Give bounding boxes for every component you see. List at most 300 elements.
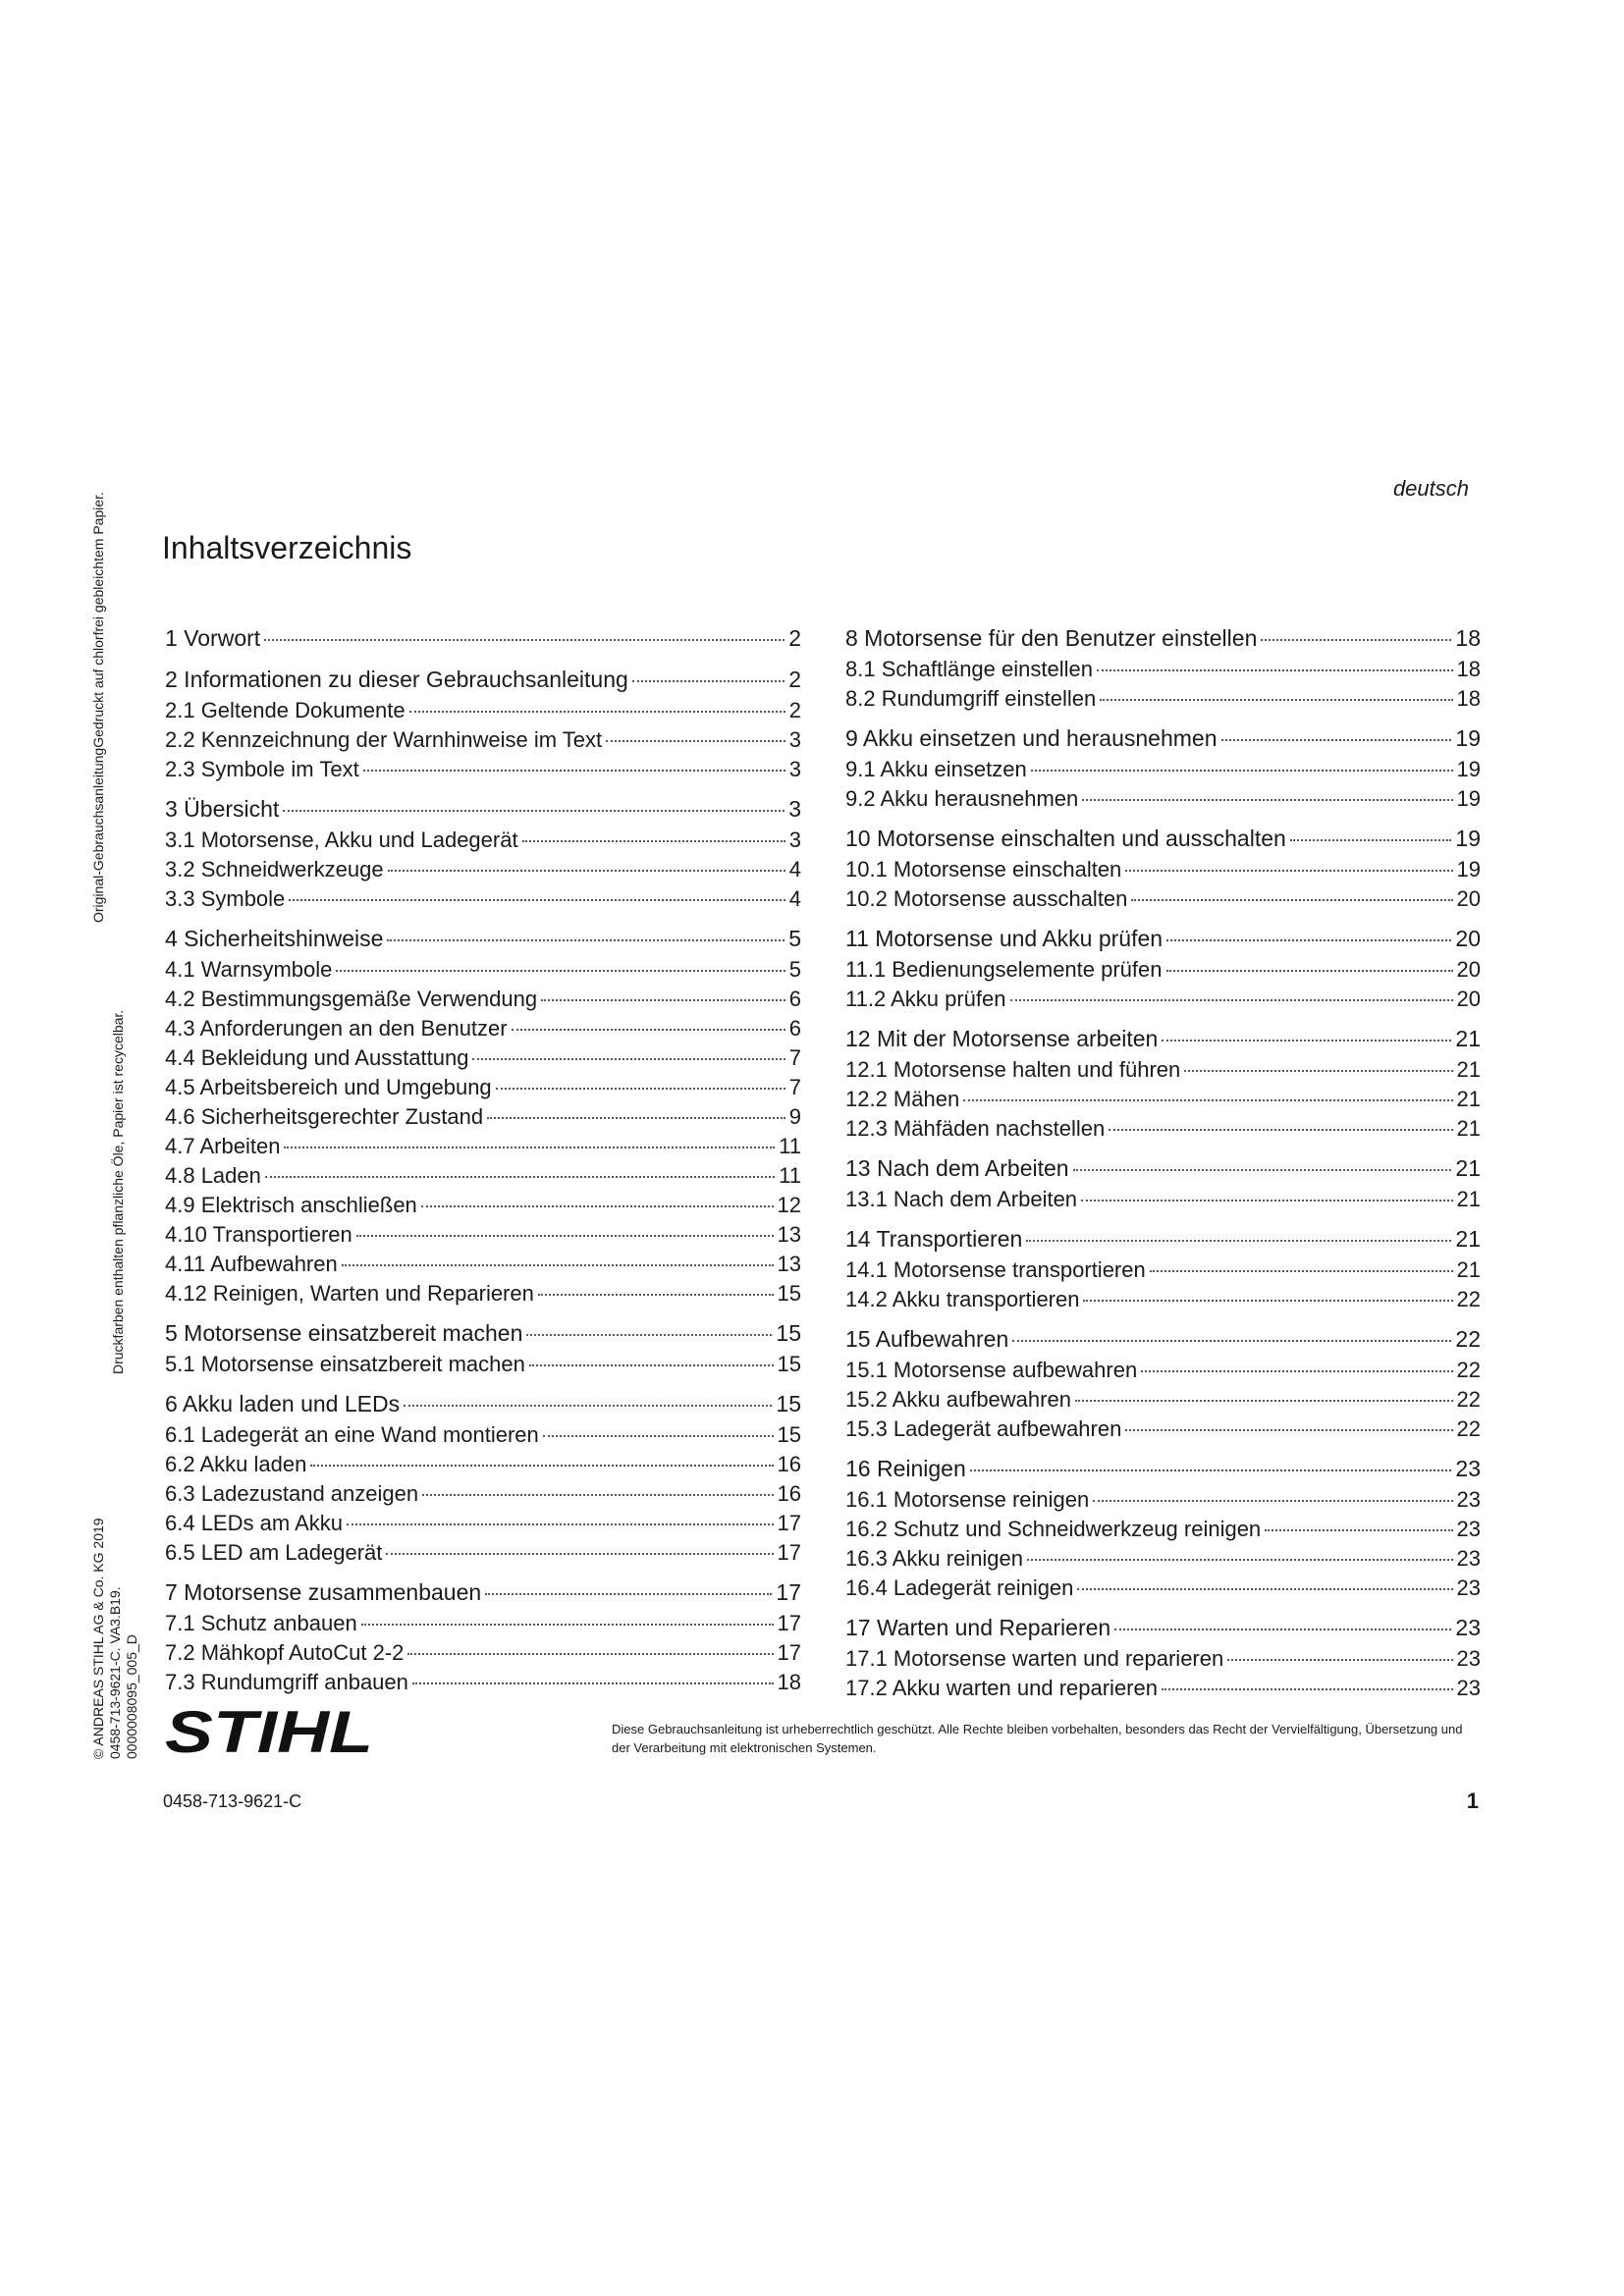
toc-chapter-entry[interactable] xyxy=(165,1391,801,1422)
toc-dot-leader xyxy=(1081,1200,1452,1201)
toc-dot-leader xyxy=(409,711,785,713)
toc-entry-page: 17 xyxy=(777,1640,801,1665)
toc-section-entry[interactable] xyxy=(165,1193,801,1222)
toc-dot-leader xyxy=(1012,1340,1451,1342)
toc-entry-page: 13 xyxy=(777,1222,801,1247)
toc-entry-page: 21 xyxy=(1456,1257,1481,1282)
toc-entry-page: 23 xyxy=(1456,1546,1481,1571)
toc-entry-title: 11.2 Akku prüfen xyxy=(845,987,1006,1011)
toc-group xyxy=(845,1326,1481,1446)
toc-section-entry[interactable] xyxy=(845,886,1481,916)
toc-entry-page: 18 xyxy=(777,1670,801,1694)
toc-dot-leader xyxy=(1109,1129,1452,1131)
toc-entry-title: 4.12 Reinigen, Warten und Reparieren xyxy=(165,1281,534,1306)
toc-dot-leader xyxy=(284,1147,775,1148)
toc-group xyxy=(165,796,801,916)
toc-entry-page: 3 xyxy=(788,727,801,752)
toc-entry-page: 21 xyxy=(1456,1187,1481,1211)
toc-dot-leader xyxy=(1162,1040,1451,1041)
toc-entry-title: 6 Akku laden und LEDs xyxy=(165,1391,401,1416)
toc-entry-page: 18 xyxy=(1456,686,1481,711)
toc-section-entry[interactable] xyxy=(845,1187,1481,1216)
toc-dot-leader xyxy=(310,1465,773,1467)
toc-section-entry[interactable] xyxy=(165,1163,801,1193)
toc-entry-title: 10 Motorsense einschalten und ausschalten xyxy=(845,826,1286,851)
toc-section-entry[interactable] xyxy=(845,1287,1481,1316)
toc-entry-page: 15 xyxy=(777,1352,801,1376)
toc-dot-leader xyxy=(472,1058,785,1060)
toc-chapter-entry[interactable] xyxy=(845,625,1481,657)
copyright-line: 0000008095_005_D xyxy=(124,1634,139,1759)
stihl-logo xyxy=(163,1703,379,1760)
toc-entry-page: 20 xyxy=(1456,957,1481,982)
toc-entry-title: 9.1 Akku einsetzen xyxy=(845,757,1027,781)
toc-entry-page: 5 xyxy=(788,926,801,951)
toc-section-entry[interactable] xyxy=(845,757,1481,786)
toc-entry-title: 17.2 Akku warten und reparieren xyxy=(845,1676,1158,1700)
toc-dot-leader xyxy=(541,999,785,1001)
toc-dot-leader xyxy=(1114,1629,1451,1630)
toc-entry-title: 12.1 Motorsense halten und führen xyxy=(845,1057,1181,1082)
toc-entry-title: 6.1 Ladegerät an eine Wand montieren xyxy=(165,1422,539,1447)
toc-entry-title: 2.3 Symbole im Text xyxy=(165,757,359,781)
toc-entry-title: 12 Mit der Motorsense arbeiten xyxy=(845,1026,1159,1051)
toc-entry-title: 13.1 Nach dem Arbeiten xyxy=(845,1187,1078,1211)
copyright-notice: Diese Gebrauchsanleitung ist urheberrechtlich geschützt. Alle Rechte bleiben vorbehalten, besonders das Recht der Vervielfältigung, Übersetzung und der Verarbeitung mit elektronischen Systemen. xyxy=(612,1722,1463,1755)
toc-section-entry[interactable] xyxy=(165,1452,801,1481)
toc-dot-leader xyxy=(407,1653,773,1655)
toc-dot-leader xyxy=(1131,899,1452,901)
toc-section-entry[interactable] xyxy=(165,1640,801,1670)
toc-group xyxy=(845,1155,1481,1216)
toc-entry-title: 4.10 Transportieren xyxy=(165,1222,352,1247)
toc-chapter-entry[interactable] xyxy=(845,1226,1481,1257)
toc-chapter-entry[interactable] xyxy=(165,625,801,657)
toc-dot-leader xyxy=(388,870,785,872)
toc-entry-page: 19 xyxy=(1456,786,1481,811)
toc-entry-page: 17 xyxy=(777,1611,801,1635)
toc-entry-page: 19 xyxy=(1456,857,1481,881)
toc-section-entry[interactable] xyxy=(845,657,1481,686)
toc-entry-title: 10.2 Motorsense ausschalten xyxy=(845,886,1128,911)
toc-entry-page: 21 xyxy=(1456,1057,1481,1082)
toc-entry-page: 2 xyxy=(788,698,801,722)
toc-entry-title: 4.2 Bestimmungsgemäße Verwendung xyxy=(165,987,538,1011)
toc-section-entry[interactable] xyxy=(165,1422,801,1452)
toc-entry-title: 7.1 Schutz anbauen xyxy=(165,1611,357,1635)
toc-section-entry[interactable] xyxy=(845,987,1481,1016)
toc-dot-leader xyxy=(1290,839,1452,841)
toc-entry-title: 16.3 Akku reinigen xyxy=(845,1546,1024,1571)
toc-entry-page: 3 xyxy=(788,796,801,822)
toc-dot-leader xyxy=(1097,669,1453,671)
toc-entry-page: 4 xyxy=(788,857,801,881)
toc-dot-leader xyxy=(522,840,785,842)
toc-dot-leader xyxy=(361,1624,774,1626)
toc-entry-title: 3.1 Motorsense, Akku und Ladegerät xyxy=(165,828,518,852)
toc-entry-title: 16.4 Ladegerät reinigen xyxy=(845,1575,1074,1600)
toc-entry-title: 12.2 Mähen xyxy=(845,1087,960,1111)
toc-entry-title: 1 Vorwort xyxy=(165,625,261,651)
toc-entry-title: 12.3 Mähfäden nachstellen xyxy=(845,1116,1106,1141)
copyright-line: 0458-713-9621-C. VA3.B19. xyxy=(107,1586,123,1759)
toc-section-entry[interactable] xyxy=(165,1045,801,1075)
toc-entry-page: 23 xyxy=(1456,1676,1481,1700)
toc-entry-page: 18 xyxy=(1455,625,1481,651)
toc-entry-title: 13 Nach dem Arbeiten xyxy=(845,1155,1069,1181)
toc-dot-leader xyxy=(1075,1400,1453,1402)
toc-dot-leader xyxy=(1077,1588,1452,1590)
toc-chapter-entry[interactable] xyxy=(165,796,801,828)
toc-entry-page: 22 xyxy=(1456,1416,1481,1441)
toc-entry-title: 5.1 Motorsense einsatzbereit machen xyxy=(165,1352,525,1376)
toc-dot-leader xyxy=(1150,1270,1453,1272)
toc-entry-title: 4 Sicherheitshinweise xyxy=(165,926,384,951)
toc-entry-page: 19 xyxy=(1456,757,1481,781)
toc-dot-leader xyxy=(1221,739,1452,741)
toc-entry-title: 4.11 Aufbewahren xyxy=(165,1252,338,1276)
side-note-copyright xyxy=(90,1518,140,1759)
toc-entry-page: 23 xyxy=(1456,1575,1481,1600)
toc-entry-page: 2 xyxy=(788,625,801,651)
toc-section-entry[interactable] xyxy=(165,1481,801,1511)
toc-entry-title: 2.2 Kennzeichnung der Warnhinweise im Text xyxy=(165,727,603,752)
toc-entry-page: 20 xyxy=(1456,987,1481,1011)
toc-dot-leader xyxy=(529,1364,774,1366)
toc-section-entry[interactable] xyxy=(165,727,801,757)
toc-entry-title: 9.2 Akku herausnehmen xyxy=(845,786,1079,811)
toc-section-entry[interactable] xyxy=(845,1517,1481,1546)
toc-entry-page: 3 xyxy=(788,828,801,852)
toc-dot-leader xyxy=(1100,699,1452,701)
toc-section-entry[interactable] xyxy=(845,1575,1481,1605)
toc-dot-leader xyxy=(1141,1370,1452,1372)
toc-entry-title: 10.1 Motorsense einschalten xyxy=(845,857,1122,881)
toc-dot-leader xyxy=(1162,1688,1453,1690)
toc-section-entry[interactable] xyxy=(845,1257,1481,1287)
toc-entry-page: 23 xyxy=(1455,1615,1481,1640)
toc-entry-title: 17 Warten und Reparieren xyxy=(845,1615,1111,1640)
toc-dot-leader xyxy=(543,1435,774,1437)
toc-entry-title: 6.2 Akku laden xyxy=(165,1452,307,1476)
toc-dot-leader xyxy=(526,1334,772,1336)
toc-entry-page: 22 xyxy=(1456,1387,1481,1412)
toc-section-entry[interactable] xyxy=(165,957,801,987)
toc-dot-leader xyxy=(283,810,785,812)
toc-dot-leader xyxy=(289,899,785,901)
toc-entry-page: 22 xyxy=(1455,1326,1481,1352)
logo-wordmark: STIHL xyxy=(165,1703,373,1760)
toc-entry-page: 23 xyxy=(1456,1517,1481,1541)
toc-group xyxy=(165,926,801,1310)
toc-section-entry[interactable] xyxy=(165,1670,801,1699)
toc-dot-leader xyxy=(1010,999,1453,1001)
toc-entry-title: 2 Informationen zu dieser Gebrauchsanleitung xyxy=(165,667,628,692)
toc-entry-title: 14.1 Motorsense transportieren xyxy=(845,1257,1146,1282)
toc-section-entry[interactable] xyxy=(165,987,801,1016)
toc-entry-page: 23 xyxy=(1456,1487,1481,1512)
toc-group xyxy=(845,826,1481,916)
toc-group xyxy=(845,926,1481,1016)
toc-dot-leader xyxy=(1125,1429,1452,1431)
toc-entry-page: 3 xyxy=(788,757,801,781)
toc-group xyxy=(165,625,801,657)
toc-chapter-entry[interactable] xyxy=(165,926,801,957)
toc-chapter-entry[interactable] xyxy=(845,1615,1481,1646)
toc-entry-page: 16 xyxy=(777,1481,801,1506)
toc-dot-leader xyxy=(422,1494,773,1496)
toc-group xyxy=(845,725,1481,816)
toc-entry-page: 17 xyxy=(776,1579,801,1605)
toc-dot-leader xyxy=(1166,970,1453,972)
toc-entry-page: 21 xyxy=(1456,1116,1481,1141)
toc-group xyxy=(165,1579,801,1699)
toc-section-entry[interactable] xyxy=(845,1116,1481,1146)
toc-entry-title: 4.8 Laden xyxy=(165,1163,261,1188)
toc-entry-page: 15 xyxy=(777,1281,801,1306)
toc-dot-leader xyxy=(512,1029,785,1031)
toc-group xyxy=(165,667,801,786)
toc-section-entry[interactable] xyxy=(165,1281,801,1310)
toc-chapter-entry[interactable] xyxy=(845,1326,1481,1358)
toc-dot-leader xyxy=(1073,1169,1452,1171)
toc-entry-title: 5 Motorsense einsatzbereit machen xyxy=(165,1320,523,1346)
toc-section-entry[interactable] xyxy=(165,1611,801,1640)
toc-chapter-entry[interactable] xyxy=(845,725,1481,757)
toc-entry-page: 21 xyxy=(1455,1026,1481,1051)
toc-dot-leader xyxy=(632,680,785,682)
toc-section-entry[interactable] xyxy=(165,757,801,786)
toc-chapter-entry[interactable] xyxy=(845,1155,1481,1187)
toc-dot-leader xyxy=(485,1593,772,1595)
language-label: deutsch xyxy=(1392,476,1469,501)
toc-entry-title: 3.2 Schneidwerkzeuge xyxy=(165,857,384,881)
toc-entry-page: 15 xyxy=(776,1391,801,1416)
toc-section-entry[interactable] xyxy=(165,698,801,727)
toc-dot-leader xyxy=(1261,639,1451,641)
toc-entry-page: 17 xyxy=(777,1540,801,1565)
toc-group xyxy=(845,1615,1481,1705)
toc-dot-leader xyxy=(538,1294,774,1296)
toc-entry-title: 15.2 Akku aufbewahren xyxy=(845,1387,1071,1412)
toc-section-entry[interactable] xyxy=(845,786,1481,816)
toc-group xyxy=(845,1226,1481,1316)
toc-entry-title: 6.3 Ladezustand anzeigen xyxy=(165,1481,419,1506)
toc-entry-page: 23 xyxy=(1455,1456,1481,1481)
toc-dot-leader xyxy=(1227,1659,1452,1661)
toc-entry-page: 11 xyxy=(779,1134,801,1158)
toc-dot-leader xyxy=(1125,870,1452,872)
toc-section-entry[interactable] xyxy=(845,1358,1481,1387)
toc-dot-leader xyxy=(606,740,785,742)
toc-chapter-entry[interactable] xyxy=(165,1320,801,1352)
toc-entry-title: 3.3 Symbole xyxy=(165,886,286,911)
toc-entry-title: 11.1 Bedienungselemente prüfen xyxy=(845,957,1163,982)
toc-entry-title: 15.1 Motorsense aufbewahren xyxy=(845,1358,1138,1382)
toc-entry-page: 7 xyxy=(788,1045,801,1070)
toc-dot-leader xyxy=(356,1235,774,1237)
toc-entry-page: 2 xyxy=(788,667,801,692)
toc-entry-title: 7 Motorsense zusammenbauen xyxy=(165,1579,482,1605)
toc-section-entry[interactable] xyxy=(165,857,801,886)
toc-entry-page: 6 xyxy=(788,1016,801,1041)
toc-entry-title: 3 Übersicht xyxy=(165,796,280,822)
toc-entry-page: 18 xyxy=(1456,657,1481,681)
toc-entry-title: 14.2 Akku transportieren xyxy=(845,1287,1080,1311)
toc-entry-page: 16 xyxy=(777,1452,801,1476)
toc-section-entry[interactable] xyxy=(165,828,801,857)
toc-entry-title: 9 Akku einsetzen und herausnehmen xyxy=(845,725,1218,751)
toc-group xyxy=(845,625,1481,716)
toc-chapter-entry[interactable] xyxy=(845,926,1481,957)
toc-section-entry[interactable] xyxy=(165,1252,801,1281)
toc-section-entry[interactable] xyxy=(165,1352,801,1381)
toc-entry-title: 15.3 Ladegerät aufbewahren xyxy=(845,1416,1122,1441)
toc-chapter-entry[interactable] xyxy=(845,826,1481,857)
toc-dot-leader xyxy=(1166,939,1451,941)
toc-entry-title: 14 Transportieren xyxy=(845,1226,1023,1252)
toc-entry-title: 2.1 Geltende Dokumente xyxy=(165,698,406,722)
toc-section-entry[interactable] xyxy=(845,957,1481,987)
toc-entry-title: 4.4 Bekleidung und Ausstattung xyxy=(165,1045,469,1070)
toc-entry-page: 20 xyxy=(1456,886,1481,911)
toc-section-entry[interactable] xyxy=(845,1057,1481,1087)
toc-section-entry[interactable] xyxy=(845,1416,1481,1446)
toc-entry-page: 7 xyxy=(788,1075,801,1099)
toc-entry-page: 15 xyxy=(777,1422,801,1447)
toc-entry-title: 4.5 Arbeitsbereich und Umgebung xyxy=(165,1075,492,1099)
toc-dot-leader xyxy=(1184,1070,1452,1072)
toc-section-entry[interactable] xyxy=(165,1511,801,1540)
toc-dot-leader xyxy=(363,770,785,772)
toc-entry-title: 8 Motorsense für den Benutzer einstellen xyxy=(845,625,1258,651)
toc-group xyxy=(845,1456,1481,1605)
toc-dot-leader xyxy=(963,1099,1452,1101)
toc-dot-leader xyxy=(1265,1529,1452,1531)
toc-group xyxy=(165,1391,801,1570)
toc-entry-page: 20 xyxy=(1455,926,1481,951)
toc-entry-page: 11 xyxy=(779,1163,801,1188)
toc-dot-leader xyxy=(265,1176,775,1178)
toc-entry-page: 5 xyxy=(788,957,801,982)
toc-group xyxy=(165,1320,801,1381)
toc-entry-title: 17.1 Motorsense warten und reparieren xyxy=(845,1646,1224,1671)
toc-section-entry[interactable] xyxy=(165,1075,801,1104)
toc-dot-leader xyxy=(336,970,785,972)
toc-dot-leader xyxy=(1026,1240,1451,1242)
toc-entry-page: 23 xyxy=(1456,1646,1481,1671)
toc-entry-title: 15 Aufbewahren xyxy=(845,1326,1009,1352)
side-note-colors: Druckfarben enthalten pflanzliche Öle, Papier ist recycelbar. xyxy=(110,1009,126,1374)
toc-section-entry[interactable] xyxy=(845,857,1481,886)
copyright-line: © ANDREAS STIHL AG & Co. KG 2019 xyxy=(90,1518,106,1759)
toc-entry-title: 4.1 Warnsymbole xyxy=(165,957,333,982)
toc-chapter-entry[interactable] xyxy=(845,1026,1481,1057)
toc-column-left xyxy=(165,625,801,1699)
toc-entry-title: 4.7 Arbeiten xyxy=(165,1134,281,1158)
toc-entry-page: 22 xyxy=(1456,1358,1481,1382)
toc-dot-leader xyxy=(1093,1500,1452,1502)
toc-section-entry[interactable] xyxy=(845,1487,1481,1517)
toc-entry-title: 11 Motorsense und Akku prüfen xyxy=(845,926,1164,951)
page-number: 1 xyxy=(1466,1789,1479,1813)
toc-section-entry[interactable] xyxy=(165,1134,801,1163)
toc-section-entry[interactable] xyxy=(165,1104,801,1134)
toc-entry-page: 9 xyxy=(788,1104,801,1129)
toc-entry-page: 17 xyxy=(777,1511,801,1535)
toc-dot-leader xyxy=(342,1264,774,1266)
toc-entry-page: 21 xyxy=(1455,1226,1481,1252)
toc-dot-leader xyxy=(1083,1300,1452,1302)
toc-entry-title: 7.2 Mähkopf AutoCut 2-2 xyxy=(165,1640,405,1665)
toc-entry-page: 21 xyxy=(1456,1087,1481,1111)
toc-entry-title: 4.9 Elektrisch anschließen xyxy=(165,1193,417,1217)
toc-entry-page: 13 xyxy=(777,1252,801,1276)
toc-entry-title: 8.1 Schaftlänge einstellen xyxy=(845,657,1093,681)
toc-group xyxy=(845,1026,1481,1146)
toc-entry-title: 4.6 Sicherheitsgerechter Zustand xyxy=(165,1104,484,1129)
toc-entry-page: 15 xyxy=(776,1320,801,1346)
toc-entry-title: 16.1 Motorsense reinigen xyxy=(845,1487,1090,1512)
toc-dot-leader xyxy=(264,639,785,641)
toc-section-entry[interactable] xyxy=(845,1646,1481,1676)
toc-entry-page: 19 xyxy=(1455,826,1481,851)
toc-entry-title: 6.5 LED am Ladegerät xyxy=(165,1540,383,1565)
toc-entry-page: 19 xyxy=(1455,725,1481,751)
toc-entry-page: 4 xyxy=(788,886,801,911)
toc-entry-title: 16.2 Schutz und Schneidwerkzeug reinigen xyxy=(845,1517,1262,1541)
toc-dot-leader xyxy=(1031,770,1453,772)
toc-entry-page: 22 xyxy=(1456,1287,1481,1311)
toc-dot-leader xyxy=(496,1088,785,1090)
toc-entry-title: 8.2 Rundumgriff einstellen xyxy=(845,686,1097,711)
toc-entry-title: 6.4 LEDs am Akku xyxy=(165,1511,343,1535)
toc-section-entry[interactable] xyxy=(845,1546,1481,1575)
toc-entry-title: 7.3 Rundumgriff anbauen xyxy=(165,1670,408,1694)
toc-dot-leader xyxy=(487,1117,785,1119)
toc-dot-leader xyxy=(1027,1559,1452,1561)
toc-column-right xyxy=(845,625,1481,1705)
toc-chapter-entry[interactable] xyxy=(165,667,801,698)
toc-entry-title: 16 Reinigen xyxy=(845,1456,966,1481)
toc-dot-leader xyxy=(421,1205,774,1207)
toc-section-entry[interactable] xyxy=(165,1016,801,1045)
toc-entry-page: 21 xyxy=(1455,1155,1481,1181)
toc-dot-leader xyxy=(404,1405,772,1407)
toc-section-entry[interactable] xyxy=(845,1387,1481,1416)
toc-section-entry[interactable] xyxy=(845,1676,1481,1705)
toc-entry-page: 6 xyxy=(788,987,801,1011)
toc-section-entry[interactable] xyxy=(165,1540,801,1570)
toc-section-entry[interactable] xyxy=(845,686,1481,716)
page-title: Inhaltsverzeichnis xyxy=(162,530,412,565)
toc-section-entry[interactable] xyxy=(165,1222,801,1252)
toc-dot-leader xyxy=(1082,799,1452,801)
toc-dot-leader xyxy=(412,1682,774,1684)
toc-dot-leader xyxy=(970,1469,1452,1471)
toc-chapter-entry[interactable] xyxy=(165,1579,801,1611)
toc-section-entry[interactable] xyxy=(165,886,801,916)
toc-entry-title: 4.3 Anforderungen an den Benutzer xyxy=(165,1016,508,1041)
toc-entry-page: 12 xyxy=(777,1193,801,1217)
toc-dot-leader xyxy=(387,939,785,941)
toc-chapter-entry[interactable] xyxy=(845,1456,1481,1487)
document-number: 0458-713-9621-C xyxy=(163,1791,302,1811)
toc-dot-leader xyxy=(386,1553,773,1555)
side-note-paper: Original-GebrauchsanleitungGedruckt auf chlorfrei gebleichtem Papier. xyxy=(90,492,106,923)
toc-dot-leader xyxy=(347,1523,774,1525)
toc-section-entry[interactable] xyxy=(845,1087,1481,1116)
